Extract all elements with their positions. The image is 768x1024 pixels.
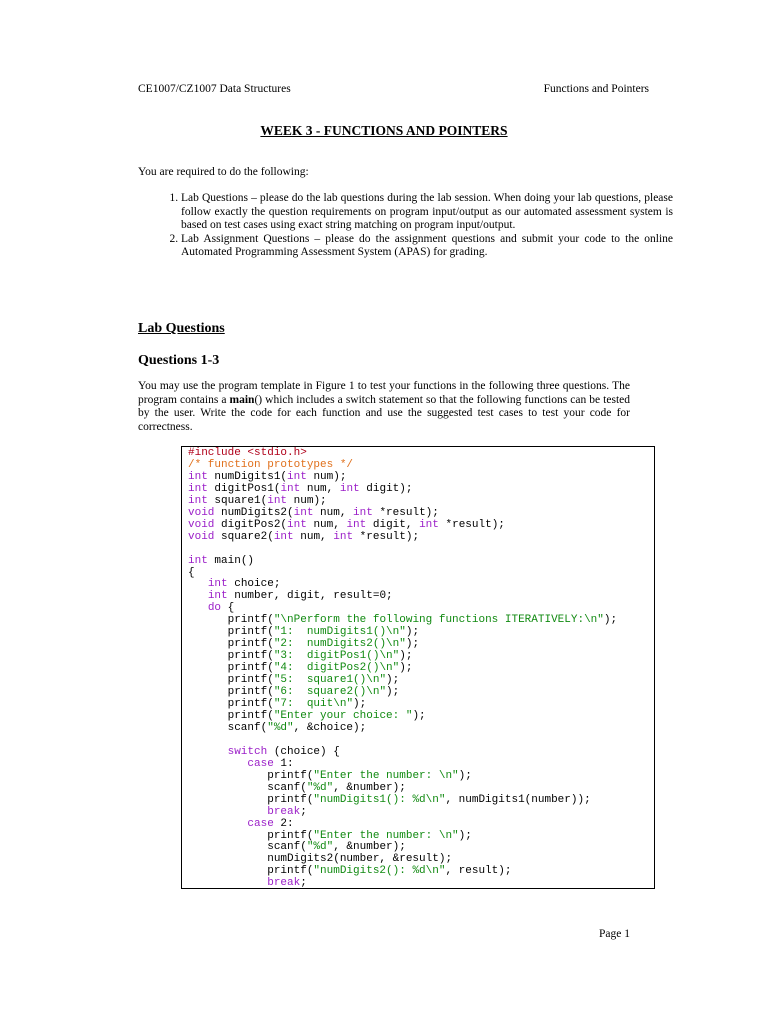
- code-token: "Enter the number: \n": [313, 829, 459, 842]
- code-token: digitPos2(: [214, 518, 288, 531]
- code-line: [188, 591, 654, 603]
- code-line: [188, 723, 654, 735]
- code-token: "4: digitPos2()\n": [273, 662, 400, 675]
- header-course-code: CE1007/CZ1007 Data Structures: [138, 83, 291, 95]
- code-token: [188, 578, 208, 590]
- code-token: "2: numDigits2()\n": [273, 638, 406, 651]
- code-token: {: [221, 602, 235, 615]
- code-token: );: [405, 626, 420, 639]
- code-token: (choice) {: [267, 745, 340, 758]
- code-listing: [182, 447, 654, 889]
- description-part2: () which includes a switch statement so that the following functions can be tested by the user. Write the code for each function and use the suggested test cases to test your code for correctness.: [138, 393, 630, 433]
- question-description: [138, 380, 630, 434]
- section-heading-lab-questions: Lab Questions: [138, 321, 225, 336]
- requirement-item: 2. Lab Assignment Questions – please do the assignment questions and submit your code to the online Automated Programming Assessment System (APAS) for grading.: [181, 233, 673, 260]
- code-token: "%d": [267, 721, 294, 734]
- code-token: int: [419, 518, 439, 531]
- code-token: int: [346, 518, 367, 531]
- code-token: *result);: [353, 530, 420, 543]
- code-token: square1(: [207, 494, 268, 507]
- code-token: num,: [293, 530, 334, 543]
- code-token: /* function prototypes */: [188, 458, 354, 471]
- code-token: );: [603, 614, 618, 627]
- code-token: #include <stdio.h>: [188, 447, 307, 459]
- code-token: main(): [207, 554, 255, 567]
- code-token: int: [207, 578, 228, 591]
- code-token: case: [247, 817, 274, 830]
- code-token: num);: [287, 494, 327, 507]
- code-line: [188, 878, 654, 889]
- code-token: void: [188, 506, 215, 519]
- code-token: numDigits1(: [207, 470, 288, 483]
- description-part1: You may use the program template in Figure 1 to test your functions in the following three questions. The program contains a: [138, 380, 630, 406]
- requirement-item: 1. Lab Questions – please do the lab questions during the lab session. When doing your lab questions, please follow exactly the question requirements on program input/output as our automated assessment system is based on test cases using exact string matching on program input/output.: [181, 192, 673, 233]
- code-token: "numDigits2(): %d\n": [313, 865, 446, 878]
- code-token: );: [386, 686, 400, 699]
- code-token: do: [207, 602, 222, 615]
- code-listing-box: [181, 446, 655, 889]
- header-topic: Functions and Pointers: [543, 83, 649, 95]
- requirements-list: [138, 192, 673, 260]
- code-token: {: [188, 566, 195, 579]
- code-token: [188, 806, 267, 818]
- code-token: "numDigits1(): %d\n": [313, 793, 446, 806]
- intro-text: You are required to do the following:: [138, 166, 309, 178]
- code-token: int: [287, 470, 307, 483]
- question-heading: Questions 1-3: [138, 353, 220, 368]
- code-token: );: [399, 650, 413, 663]
- code-token: "1: numDigits1()\n": [273, 626, 406, 639]
- code-token: ;: [300, 877, 307, 889]
- code-token: case: [247, 757, 274, 770]
- code-token: printf(: [188, 769, 314, 782]
- code-token: numDigits2(: [214, 506, 294, 519]
- code-token: printf(: [188, 793, 314, 806]
- code-token: int: [188, 482, 208, 495]
- page-number: Page 1: [599, 928, 630, 940]
- code-token: [188, 818, 247, 830]
- code-token: "Enter the number: \n": [313, 769, 459, 782]
- code-token: printf(: [188, 650, 274, 663]
- code-token: break: [267, 877, 301, 889]
- code-token: );: [412, 709, 426, 722]
- code-token: number, digit, result=0;: [227, 590, 393, 603]
- code-token: [188, 746, 228, 758]
- code-token: );: [405, 638, 420, 651]
- code-token: [188, 877, 267, 889]
- page-title: WEEK 3 - FUNCTIONS AND POINTERS: [260, 123, 508, 138]
- code-token: 2:: [273, 817, 294, 830]
- code-token: *result);: [438, 518, 505, 531]
- code-token: int: [188, 494, 208, 507]
- code-token: scanf(: [188, 841, 307, 854]
- code-token: printf(: [188, 662, 274, 675]
- code-token: [188, 758, 247, 770]
- code-line: [188, 544, 654, 556]
- code-token: "5: square1()\n": [273, 674, 387, 687]
- code-token: scanf(: [188, 721, 268, 734]
- code-token: *result);: [372, 506, 439, 519]
- code-token: [188, 602, 208, 614]
- code-token: int: [339, 482, 360, 495]
- code-token: int: [207, 590, 228, 603]
- code-token: square2(: [214, 530, 274, 543]
- code-token: choice;: [227, 578, 281, 591]
- code-token: break: [267, 805, 301, 818]
- code-token: ;: [300, 805, 307, 818]
- code-token: num,: [300, 482, 340, 495]
- code-token: "3: digitPos1()\n": [273, 650, 400, 663]
- code-token: , numDigits1(number));: [445, 793, 591, 806]
- code-token: void: [188, 530, 215, 543]
- description-main-bold: main: [229, 393, 255, 406]
- code-token: "6: square2()\n": [273, 686, 387, 699]
- code-token: switch: [227, 745, 268, 758]
- code-token: int: [287, 518, 307, 531]
- code-token: int: [188, 554, 208, 567]
- code-token: , &choice);: [293, 721, 367, 734]
- code-token: , &number);: [333, 841, 406, 854]
- code-line: [188, 556, 654, 568]
- code-token: "Enter your choice: ": [273, 709, 413, 722]
- code-token: num);: [306, 470, 347, 483]
- code-token: [188, 590, 208, 602]
- code-token: num,: [313, 506, 354, 519]
- code-token: digit,: [366, 518, 420, 531]
- code-token: int: [333, 530, 354, 543]
- code-token: void: [188, 518, 215, 531]
- code-token: );: [386, 674, 400, 687]
- code-token: printf(: [188, 626, 274, 639]
- code-token: printf(: [188, 829, 314, 842]
- code-token: int: [273, 530, 294, 543]
- code-token: , &number);: [333, 781, 406, 794]
- code-token: numDigits2(number, &result);: [188, 853, 453, 866]
- code-token: 1:: [273, 757, 294, 770]
- code-token: , result);: [445, 865, 512, 878]
- code-token: "%d": [306, 781, 334, 794]
- code-token: printf(: [188, 638, 274, 651]
- code-line: [188, 532, 654, 544]
- code-token: );: [458, 769, 472, 782]
- code-token: num,: [306, 518, 347, 531]
- code-token: printf(: [188, 865, 314, 878]
- code-token: );: [458, 829, 472, 842]
- code-token: int: [267, 494, 288, 507]
- code-token: );: [399, 662, 413, 675]
- code-token: printf(: [188, 698, 274, 711]
- code-token: scanf(: [188, 781, 307, 794]
- code-token: printf(: [188, 709, 274, 722]
- code-token: printf(: [188, 686, 274, 699]
- code-token: int: [353, 506, 373, 519]
- code-token: digit);: [359, 482, 413, 495]
- code-token: int: [188, 470, 208, 483]
- code-token: int: [293, 506, 314, 519]
- code-token: printf(: [188, 614, 274, 627]
- code-token: );: [353, 698, 367, 711]
- code-token: digitPos1(: [207, 482, 281, 495]
- code-token: "\nPerform the following functions ITERATIVELY:\n": [273, 614, 604, 627]
- code-token: printf(: [188, 674, 274, 687]
- code-token: int: [280, 482, 301, 495]
- code-token: "7: quit\n": [273, 698, 354, 711]
- code-token: "%d": [306, 841, 334, 854]
